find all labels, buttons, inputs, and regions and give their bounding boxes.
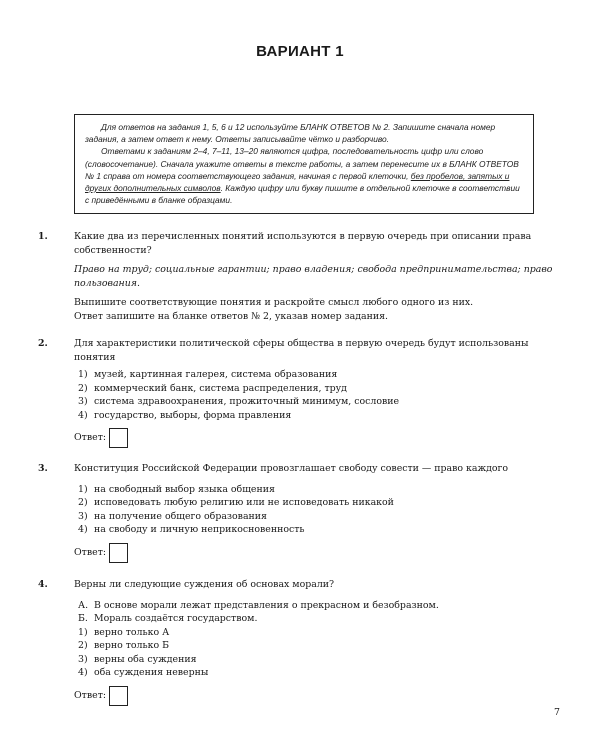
question-3 bbox=[38, 462, 558, 564]
answer-label: Ответ: bbox=[74, 689, 107, 701]
judgements-list bbox=[74, 599, 558, 626]
answer-box[interactable] bbox=[109, 428, 128, 448]
option: 3) на получение общего образования bbox=[78, 510, 267, 522]
option: 3) верны оба суждения bbox=[78, 653, 197, 665]
options-list bbox=[74, 626, 558, 680]
question-number: 3. bbox=[38, 463, 48, 474]
option: 4) на свободу и личную неприкосновенность bbox=[78, 524, 305, 535]
judgement: А. В основе морали лежат представления о прекрасном и безобразном. bbox=[78, 599, 439, 611]
question-text: Конституция Российской Федерации провозглашает свободу совести — право каждого bbox=[74, 463, 509, 474]
option: 2) коммерческий банк, система распределения, труд bbox=[78, 382, 347, 394]
option: 3) система здравоохранения, прожиточный минимум, сословие bbox=[78, 396, 400, 407]
option: 2) исповедовать любую религию или не исповедовать никакой bbox=[78, 497, 394, 508]
question-number: 1. bbox=[38, 231, 48, 242]
answer-row bbox=[74, 427, 558, 449]
options-list bbox=[74, 368, 558, 422]
answer-label: Ответ: bbox=[74, 546, 107, 558]
question-terms: Право на труд; социальные гарантии; право владения; свобода предпринимательства; право пользования. bbox=[74, 264, 553, 289]
instructions-paragraph-1: Для ответов на задания 1, 5, 6 и 12 используйте БЛАНК ОТВЕТОВ № 2. Запишите сначала номер задания, а затем ответ к нему. Ответы записывайте чётко и разборчиво. bbox=[85, 122, 496, 145]
instructions-box bbox=[74, 114, 534, 214]
question-4 bbox=[38, 578, 558, 707]
page-title: ВАРИАНТ 1 bbox=[256, 43, 344, 60]
question-text: Какие два из перечисленных понятий используются в первую очередь при описании права собственности? bbox=[74, 231, 532, 256]
option: 1) музей, картинная галерея, система образования bbox=[78, 369, 338, 380]
answer-label: Ответ: bbox=[74, 432, 107, 444]
instructions-underlined: без пробелов, запятых и других дополнительных символов bbox=[85, 170, 510, 194]
instructions-paragraph-2: Ответами к заданиям 2–4, 7–11, 13–20 являются цифра, последовательность цифр или слово (словосочетание). Сначала укажите ответы в тексте работы, а затем перенесите их в БЛАНК ОТВЕТОВ № 1 справа от номера соответствующего задания, начиная с первой клеточки, без пробелов, запятых и других дополнительных символов. Каждую цифру или букву пишите в отдельной клеточке в соответствии с приведёнными в бланке образцами. bbox=[85, 146, 520, 206]
question-2 bbox=[38, 337, 558, 449]
question-number: 2. bbox=[38, 338, 48, 349]
question-instruction: Ответ запишите на бланке ответов № 2, указав номер задания. bbox=[74, 310, 389, 322]
option: 1) верно только А bbox=[78, 626, 170, 638]
judgement: Б. Мораль создаётся государством. bbox=[78, 613, 258, 624]
options-list bbox=[74, 483, 558, 537]
option: 1) на свободный выбор языка общения bbox=[78, 483, 275, 495]
answer-box[interactable] bbox=[109, 686, 128, 706]
page-number: 7 bbox=[554, 707, 560, 718]
question-number: 4. bbox=[38, 579, 48, 590]
answer-row bbox=[74, 542, 558, 564]
question-1 bbox=[38, 230, 558, 323]
answer-row bbox=[74, 685, 558, 707]
question-text: Для характеристики политической сферы общества в первую очередь будут использованы понятия bbox=[74, 338, 529, 363]
option: 4) оба суждения неверны bbox=[78, 667, 209, 678]
option: 4) государство, выборы, форма правления bbox=[78, 409, 292, 421]
option: 2) верно только Б bbox=[78, 640, 169, 651]
answer-box[interactable] bbox=[109, 543, 128, 563]
question-instruction: Выпишите соответствующие понятия и раскройте смысл любого одного из них. bbox=[74, 297, 474, 308]
question-text: Верны ли следующие суждения об основах морали? bbox=[74, 579, 335, 590]
